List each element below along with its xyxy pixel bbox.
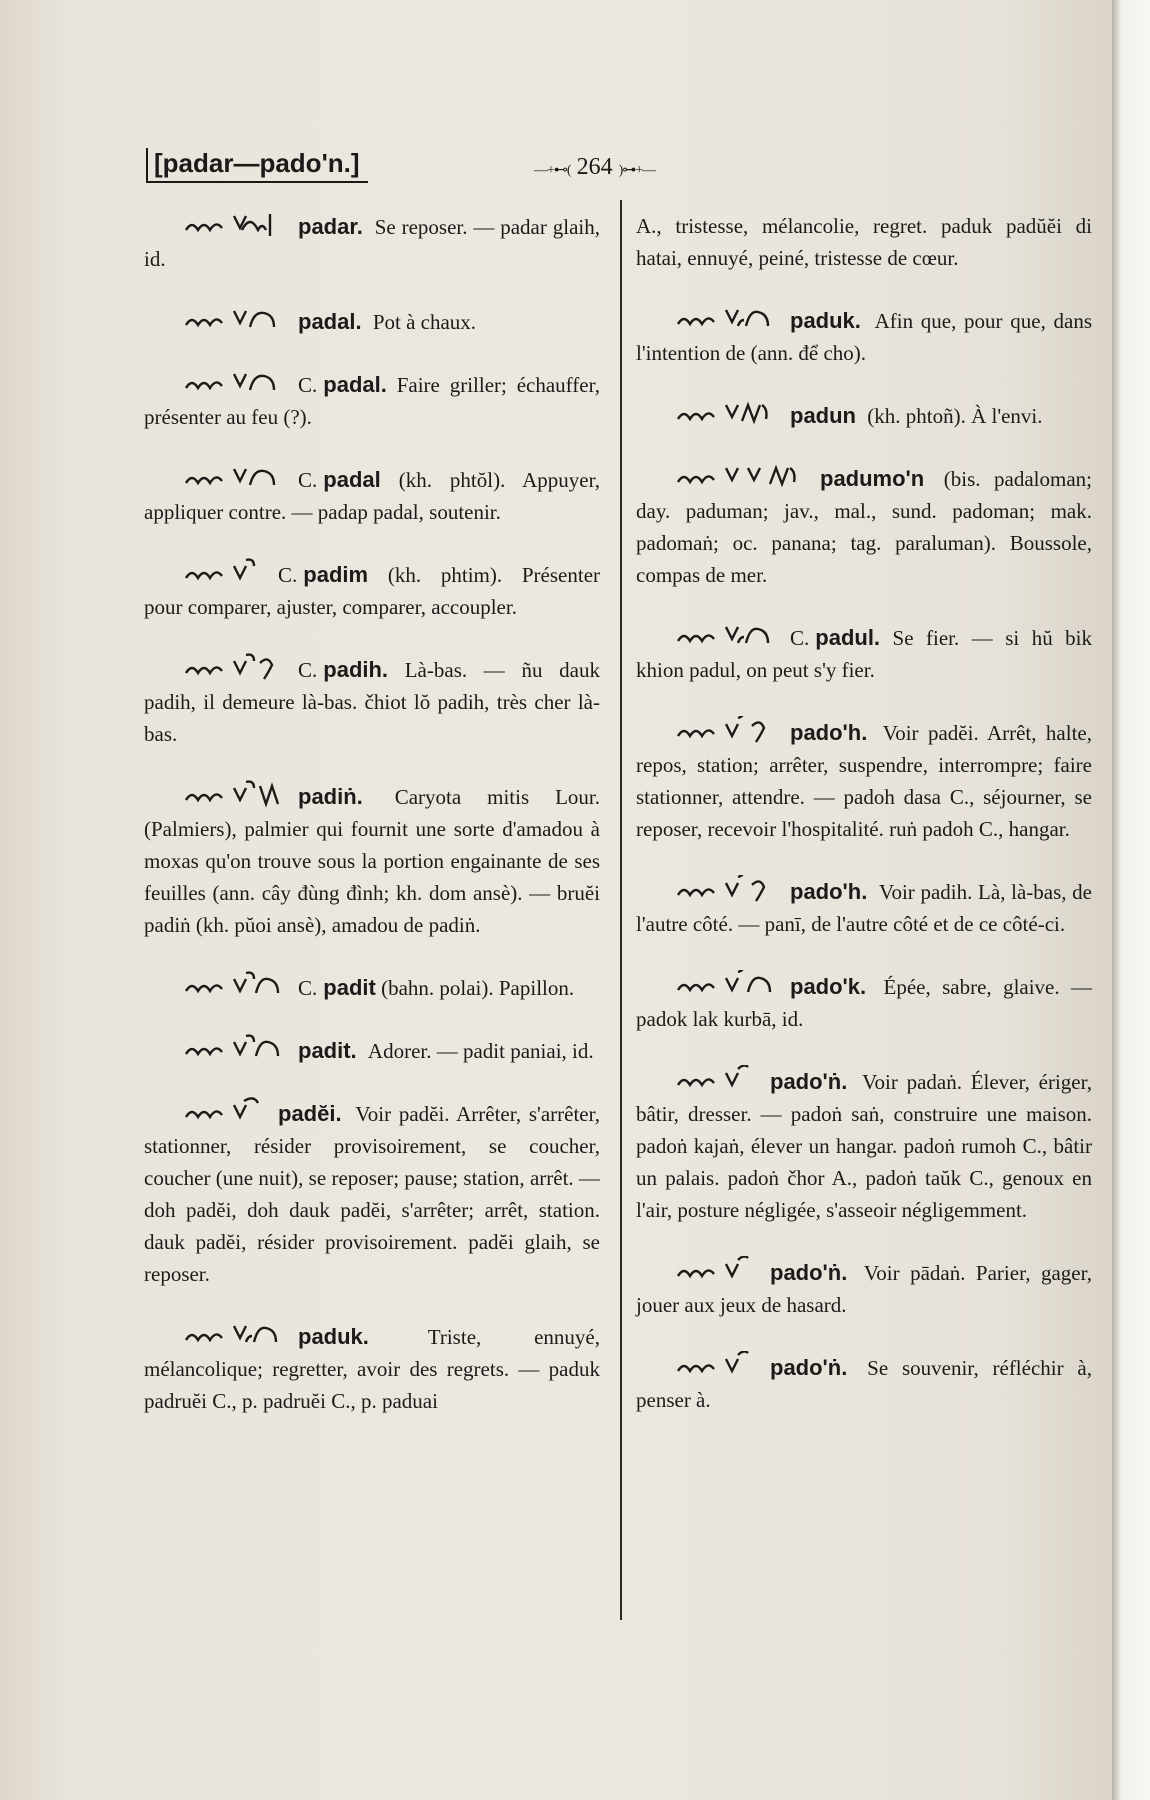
cham-script-icon <box>676 462 806 492</box>
ornament-right: )⊶+— <box>618 163 656 178</box>
right-column <box>636 210 1092 1446</box>
dictionary-entry: pado'h. Voir padĕi. Arrêt, halte, repos, station; arrêter, suspendre, interrompre; faire stationner, attendre. — padoh dasa C., séjourner, se reposer, recevoir l'hospitalité. ruṅ padoh C., hangar. <box>636 716 1092 845</box>
cham-script-icon <box>184 558 264 588</box>
ornament-left: —+⊷( <box>534 163 571 178</box>
dictionary-entry: pado'ṅ. Voir pādaṅ. Parier, gager, jouer aux jeux de hasard. <box>636 1256 1092 1321</box>
left-column <box>144 210 600 1447</box>
dictionary-entry: C. padih. Là-bas. — ñu dauk padih, il demeure là-bas. čhiot lŏ padih, très cher là-bas. <box>144 653 600 750</box>
dictionary-entry: pado'k. Épée, sabre, glaive. — padok lak kurbā, id. <box>636 970 1092 1035</box>
page-number: 264 <box>576 154 613 180</box>
dictionary-entry: paduk. Triste, ennuyé, mélancolique; regretter, avoir des regrets. — paduk padruĕi C., p. padruĕi C., p. paduai <box>144 1320 600 1417</box>
page-number-block <box>534 154 655 181</box>
cham-script-icon <box>676 716 776 746</box>
dictionary-entry: C. padim (kh. phtim). Présenter pour comparer, ajuster, comparer, accoupler. <box>144 558 600 623</box>
dictionary-entry: padiṅ. Caryota mitis Lour. (Palmiers), palmier qui fournit une sorte d'amadou à moxas qu'on trouve sous la portion engainante de ses feuilles (ann. cây đùng đình; kh. dom ansè). — bruĕi padiṅ (kh. pŭoi ansè), amadou de padiṅ. <box>144 780 600 941</box>
cham-script-icon <box>676 1065 756 1095</box>
cham-script-icon <box>184 463 284 493</box>
cham-script-icon <box>676 304 776 334</box>
dictionary-entry: C. padul. Se fier. — si hŭ bik khion padul, on peut s'y fier. <box>636 621 1092 686</box>
running-head: [padar—pado'n.] <box>146 148 368 183</box>
cham-script-icon <box>184 780 284 810</box>
dictionary-entry: C. padal. Faire griller; échauffer, présenter au feu (?). <box>144 368 600 433</box>
cham-script-icon <box>184 305 284 335</box>
column-divider <box>620 200 622 1620</box>
dictionary-entry: C. padal (kh. phtŏl). Appuyer, appliquer contre. — padap padal, soutenir. <box>144 463 600 528</box>
dictionary-entry: pado'ṅ. Se souvenir, réfléchir à, penser à. <box>636 1351 1092 1416</box>
dictionary-entry: padĕi. Voir padĕi. Arrêter, s'arrêter, stationner, résider provisoirement, se coucher, coucher (une nuit), se reposer; pause; station, arrêt. — doh padĕi, doh dauk padĕi, s'arrêter; arrêt, station. dauk padĕi, résider provisoirement. padĕi glaih, se reposer. <box>144 1097 600 1290</box>
dictionary-entry: C. padit (bahn. polai). Papillon. <box>144 971 600 1004</box>
cham-script-icon <box>676 621 776 651</box>
cham-script-icon <box>184 368 284 398</box>
dictionary-entry: padun (kh. phtoñ). À l'envi. <box>636 399 1092 432</box>
dictionary-entry: pado'ṅ. Voir padaṅ. Élever, ériger, bâtir, dresser. — padoṅ saṅ, construire une maison. padoṅ kajaṅ, élever un hangar. padoṅ rumoh C., bâtir un palais. padoṅ čhor A., padoṅ taŭk C., genoux en l'air, posture négligée, s'asseoir négligemment. <box>636 1065 1092 1226</box>
cham-script-icon <box>184 1320 284 1350</box>
dictionary-entry: padar. Se reposer. — padar glaih, id. <box>144 210 600 275</box>
dictionary-entry: padal. Pot à chaux. <box>144 305 600 338</box>
dictionary-entry: paduk. Afin que, pour que, dans l'intention de (ann. để cho). <box>636 304 1092 369</box>
cham-script-icon <box>184 653 284 683</box>
dictionary-entry: padumo'n (bis. padaloman; day. paduman; jav., mal., sund. padoman; mak. padomaṅ; oc. panana; tag. paraluman). Boussole, compas de mer. <box>636 462 1092 591</box>
page-edge <box>1112 0 1150 1800</box>
cham-script-icon <box>676 875 776 905</box>
cham-script-icon <box>184 1097 264 1127</box>
dictionary-entry: pado'h. Voir padih. Là, là-bas, de l'autre côté. — panī, de l'autre côté et de ce côté-ci. <box>636 875 1092 940</box>
dictionary-entry: padit. Adorer. — padit paniai, id. <box>144 1034 600 1067</box>
entry-continuation: A., tristesse, mélancolie, regret. paduk padŭĕi di hatai, ennuyé, peiné, tristesse de cœur. <box>636 214 1092 270</box>
cham-script-icon <box>184 1034 284 1064</box>
cham-script-icon <box>184 971 284 1001</box>
cham-script-icon <box>676 970 776 1000</box>
cham-script-icon <box>184 210 284 240</box>
page-header <box>146 148 1026 188</box>
cham-script-icon <box>676 1256 756 1286</box>
cham-script-icon <box>676 399 776 429</box>
cham-script-icon <box>676 1351 756 1381</box>
